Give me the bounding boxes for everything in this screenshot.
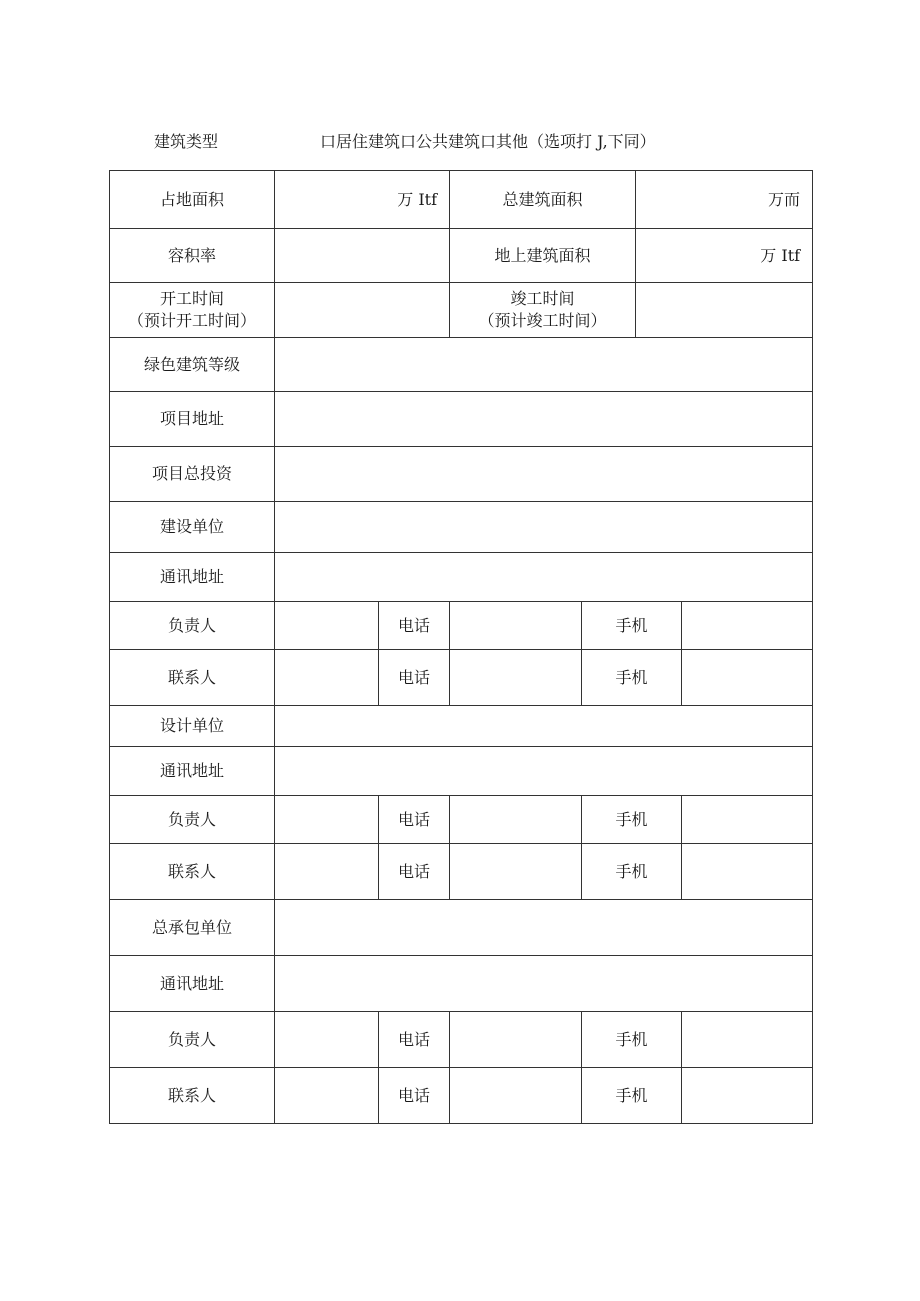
table-row: [110, 171, 813, 229]
table-row: [110, 1068, 813, 1124]
table-row: [110, 650, 813, 706]
start-time-label: [110, 283, 275, 338]
investment-label: 项目总投资: [110, 447, 275, 502]
construction-principal-phone-label: 电话: [379, 602, 450, 650]
design-address-label: 通讯地址: [110, 747, 275, 796]
table-row: [110, 447, 813, 502]
contractor-contact-phone-value[interactable]: [450, 1068, 582, 1124]
design-principal-label: 负责人: [110, 796, 275, 844]
contractor-contact-mobile-value[interactable]: [682, 1068, 813, 1124]
table-row: [110, 229, 813, 283]
general-contractor-value[interactable]: [275, 900, 813, 956]
construction-contact-phone-label: 电话: [379, 650, 450, 706]
construction-principal-name[interactable]: [275, 602, 379, 650]
table-row: [110, 283, 813, 338]
construction-contact-mobile-value[interactable]: [682, 650, 813, 706]
construction-principal-label: 负责人: [110, 602, 275, 650]
contractor-principal-label: 负责人: [110, 1012, 275, 1068]
project-address-label: 项目地址: [110, 392, 275, 447]
design-unit-value[interactable]: [275, 706, 813, 747]
design-contact-name[interactable]: [275, 844, 379, 900]
construction-contact-phone-value[interactable]: [450, 650, 582, 706]
contractor-address-value[interactable]: [275, 956, 813, 1012]
above-ground-area-value[interactable]: 万 Itf: [636, 229, 813, 283]
table-row: [110, 747, 813, 796]
design-principal-name[interactable]: [275, 796, 379, 844]
table-row: [110, 844, 813, 900]
construction-principal-mobile-value[interactable]: [682, 602, 813, 650]
contractor-contact-name[interactable]: [275, 1068, 379, 1124]
completion-time-value[interactable]: [636, 283, 813, 338]
table-row: [110, 900, 813, 956]
construction-unit-label: 建设单位: [110, 502, 275, 553]
contractor-principal-mobile-value[interactable]: [682, 1012, 813, 1068]
design-principal-mobile-value[interactable]: [682, 796, 813, 844]
construction-contact-name[interactable]: [275, 650, 379, 706]
design-contact-mobile-label: 手机: [582, 844, 682, 900]
construction-principal-phone-value[interactable]: [450, 602, 582, 650]
above-ground-area-label: 地上建筑面积: [450, 229, 636, 283]
design-contact-mobile-value[interactable]: [682, 844, 813, 900]
green-level-label: 绿色建筑等级: [110, 338, 275, 392]
table-row: [110, 338, 813, 392]
contractor-contact-phone-label: 电话: [379, 1068, 450, 1124]
design-principal-phone-value[interactable]: [450, 796, 582, 844]
construction-contact-label: 联系人: [110, 650, 275, 706]
design-address-value[interactable]: [275, 747, 813, 796]
green-level-value[interactable]: [275, 338, 813, 392]
project-info-table: [109, 170, 813, 1124]
design-principal-phone-label: 电话: [379, 796, 450, 844]
total-floor-area-label: 总建筑面积: [450, 171, 636, 229]
completion-time-subtitle: （预计竣工时间）: [478, 311, 607, 330]
construction-contact-mobile-label: 手机: [582, 650, 682, 706]
table-row: [110, 392, 813, 447]
contractor-principal-mobile-label: 手机: [582, 1012, 682, 1068]
building-type-label: 建筑类型: [154, 132, 219, 151]
construction-unit-value[interactable]: [275, 502, 813, 553]
general-contractor-label: 总承包单位: [110, 900, 275, 956]
completion-time-label: [450, 283, 636, 338]
table-row: [110, 553, 813, 602]
plot-ratio-value[interactable]: [275, 229, 450, 283]
table-row: [110, 956, 813, 1012]
contractor-contact-mobile-label: 手机: [582, 1068, 682, 1124]
project-address-value[interactable]: [275, 392, 813, 447]
contractor-principal-phone-label: 电话: [379, 1012, 450, 1068]
building-type-options[interactable]: 口居住建筑口公共建筑口其他（选项打 J,下同）: [320, 132, 656, 151]
start-time-subtitle: （预计开工时间）: [127, 311, 256, 330]
investment-value[interactable]: [275, 447, 813, 502]
start-time-value[interactable]: [275, 283, 450, 338]
design-contact-label: 联系人: [110, 844, 275, 900]
land-area-label: 占地面积: [110, 171, 275, 229]
table-row: [110, 502, 813, 553]
contractor-contact-label: 联系人: [110, 1068, 275, 1124]
construction-principal-mobile-label: 手机: [582, 602, 682, 650]
design-contact-phone-label: 电话: [379, 844, 450, 900]
design-principal-mobile-label: 手机: [582, 796, 682, 844]
land-area-value[interactable]: 万 Itf: [275, 171, 450, 229]
table-row: [110, 1012, 813, 1068]
table-row: [110, 796, 813, 844]
construction-address-value[interactable]: [275, 553, 813, 602]
completion-time-title: 竣工时间: [510, 289, 575, 308]
table-row: [110, 602, 813, 650]
design-contact-phone-value[interactable]: [450, 844, 582, 900]
construction-address-label: 通讯地址: [110, 553, 275, 602]
plot-ratio-label: 容积率: [110, 229, 275, 283]
contractor-address-label: 通讯地址: [110, 956, 275, 1012]
contractor-principal-phone-value[interactable]: [450, 1012, 582, 1068]
design-unit-label: 设计单位: [110, 706, 275, 747]
total-floor-area-value[interactable]: 万而: [636, 171, 813, 229]
table-row: [110, 706, 813, 747]
contractor-principal-name[interactable]: [275, 1012, 379, 1068]
start-time-title: 开工时间: [159, 289, 224, 308]
